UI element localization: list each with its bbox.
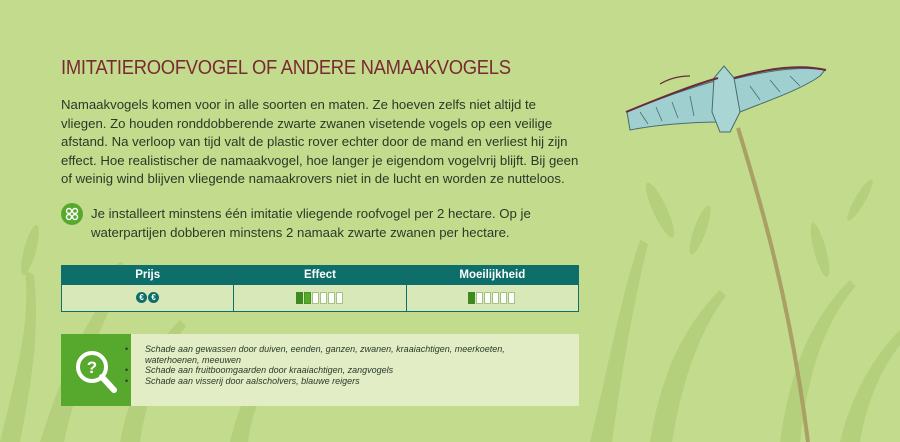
meter-segment xyxy=(476,292,483,304)
meter-segment xyxy=(296,292,303,304)
intro-paragraph: Namaakvogels komen voor in alle soorten en maten. Ze hoeven zelfs niet altijd te vliegen. Zo houden ronddobberende zwarte zwanen visetende vogels op een veilige afstand. Na verloop van tijd valt de plastic rover echter door de mand en verliest hij zijn effect. Hoe realistischer de namaakvogel, hoe langer je eigendom vogelvrij blijft. Bij geen of weinig wind blijven vliegende namaakrovers niet in de lucht en worden ze nutteloos. xyxy=(61,97,579,186)
rule-check-icon xyxy=(61,203,83,225)
meter-segment xyxy=(336,292,343,304)
rating-table xyxy=(61,265,579,312)
difficulty-header: Moeilijkheid xyxy=(406,266,578,285)
effect-cell xyxy=(234,285,406,312)
meter-segment xyxy=(312,292,319,304)
meter-segment xyxy=(492,292,499,304)
kite-bird-illustration xyxy=(626,66,826,132)
difficulty-meter xyxy=(468,292,516,304)
meter-segment xyxy=(328,292,335,304)
effect-meter xyxy=(296,292,344,304)
page-title: IMITATIEROOFVOGEL OF ANDERE NAMAAKVOGELS xyxy=(61,57,511,79)
difficulty-cell xyxy=(406,285,578,312)
damage-item: • Schade aan gewassen door duiven, eenden, ganzen, zwanen, kraaiachtigen, meerkoeten, waterhoenen, meeuwen xyxy=(125,344,545,365)
euro-icon: € xyxy=(148,292,159,303)
magnifier-question-icon xyxy=(61,334,131,406)
price-header: Prijs xyxy=(62,266,234,285)
meter-segment xyxy=(320,292,327,304)
meter-segment xyxy=(304,292,311,304)
effect-header: Effect xyxy=(234,266,406,285)
rule-text: Je installeert minstens één imitatie vliegende roofvogel per 2 hectare. Op je waterpartijen dobberen minstens 2 namaak zwarte zwanen per hectare. xyxy=(91,206,531,240)
meter-segment xyxy=(484,292,491,304)
damage-item: • Schade aan fruitboomgaarden door kraaiachtigen, zangvogels xyxy=(125,365,545,376)
price-cell xyxy=(62,285,234,312)
meter-segment xyxy=(468,292,475,304)
svg-text:?: ? xyxy=(86,358,98,377)
meter-segment xyxy=(500,292,507,304)
damage-list xyxy=(125,344,545,386)
meter-segment xyxy=(508,292,515,304)
euro-icon: € xyxy=(136,292,147,303)
damage-item: • Schade aan visserij door aalscholvers, blauwe reigers xyxy=(125,376,545,387)
